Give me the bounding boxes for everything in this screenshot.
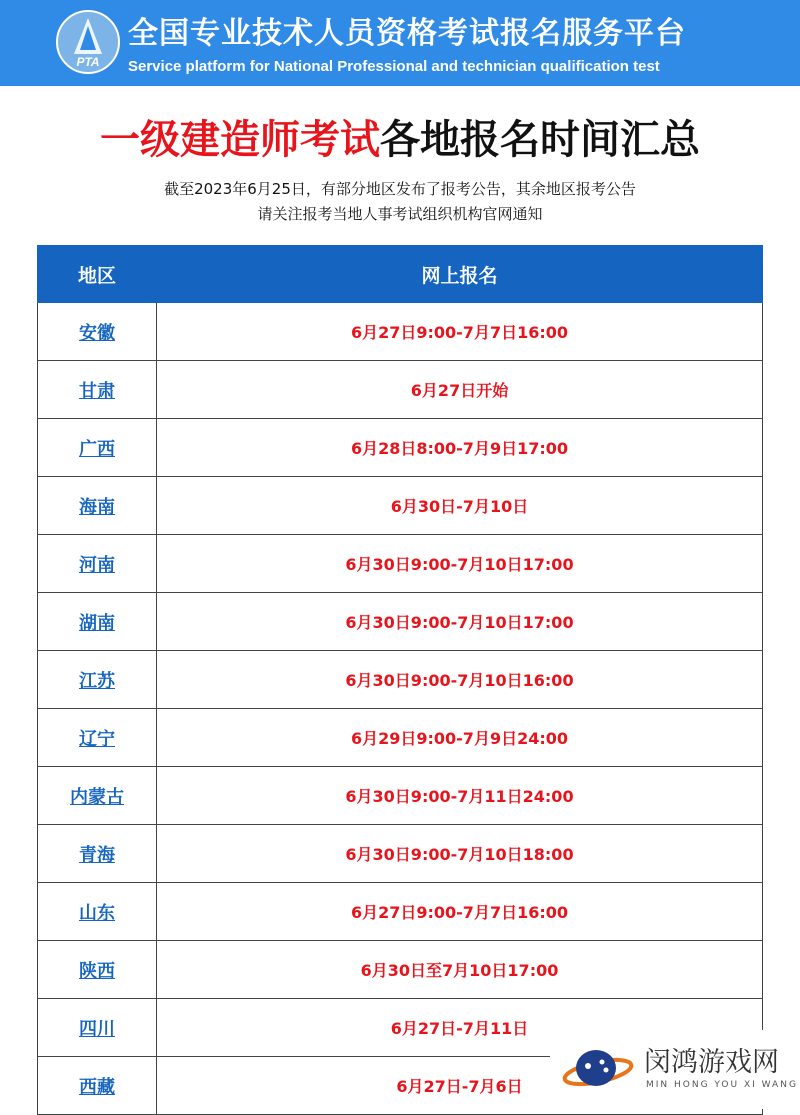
watermark <box>550 1030 800 1109</box>
table-row <box>38 941 763 999</box>
region-cell <box>38 1057 157 1115</box>
region-cell <box>38 825 157 883</box>
region-cell <box>38 593 157 651</box>
table-row <box>38 767 763 825</box>
registration-period-cell <box>157 825 763 883</box>
registration-period: 6月30日9:00-7月11日24:00 <box>345 787 574 806</box>
region-cell <box>38 709 157 767</box>
region-link[interactable]: 青海 <box>79 844 115 866</box>
table-row <box>38 651 763 709</box>
table-header-row <box>38 246 763 303</box>
registration-period: 6月30日9:00-7月10日16:00 <box>345 671 574 690</box>
registration-period: 6月27日9:00-7月7日16:00 <box>350 323 569 342</box>
table-row <box>38 593 763 651</box>
region-link[interactable]: 山东 <box>79 902 115 924</box>
region-link[interactable]: 广西 <box>79 438 115 460</box>
registration-period-cell <box>157 419 763 477</box>
registration-period-cell <box>157 767 763 825</box>
notice-line-1: 截至2023年6月25日，有部分地区发布了报考公告，其余地区报考公告 <box>164 180 636 198</box>
region-link[interactable]: 河南 <box>79 554 115 576</box>
region-cell <box>38 651 157 709</box>
gamepad-logo-icon <box>562 1042 634 1094</box>
header-banner <box>0 0 800 86</box>
registration-period-cell <box>157 535 763 593</box>
registration-period: 6月30日9:00-7月10日18:00 <box>345 845 574 864</box>
title-rest: 各地报名时间汇总 <box>380 117 700 163</box>
registration-period: 6月30日-7月10日 <box>390 497 529 516</box>
registration-period: 6月30日9:00-7月10日17:00 <box>345 555 574 574</box>
registration-period-cell <box>157 361 763 419</box>
page-title <box>0 108 800 165</box>
table-row <box>38 419 763 477</box>
registration-period: 6月28日8:00-7月9日17:00 <box>350 439 569 458</box>
region-cell <box>38 361 157 419</box>
registration-period-cell <box>157 651 763 709</box>
registration-period: 6月27日开始 <box>410 381 509 400</box>
logo-text: PTA <box>76 55 100 69</box>
registration-period: 6月29日9:00-7月9日24:00 <box>350 729 569 748</box>
notice-line-2: 请关注报考当地人事考试组织机构官网通知 <box>257 205 543 223</box>
region-link[interactable]: 内蒙古 <box>70 786 124 808</box>
registration-period-cell <box>157 883 763 941</box>
region-link[interactable]: 安徽 <box>79 322 115 344</box>
region-link[interactable]: 湖南 <box>79 612 115 634</box>
table-row <box>38 303 763 361</box>
table-row <box>38 361 763 419</box>
title-highlight: 一级建造师考试 <box>100 117 380 163</box>
region-link[interactable]: 四川 <box>79 1018 115 1040</box>
registration-period: 6月27日-7月11日 <box>390 1019 529 1038</box>
region-cell <box>38 999 157 1057</box>
platform-title: 全国专业技术人员资格考试报名服务平台 <box>128 16 686 51</box>
pta-logo-icon <box>56 10 120 74</box>
platform-subtitle: Service platform for National Professional and technician qualification test <box>128 58 660 75</box>
column-header-registration: 网上报名 <box>157 246 763 303</box>
table-row <box>38 709 763 767</box>
region-cell <box>38 535 157 593</box>
region-cell <box>38 477 157 535</box>
region-cell <box>38 941 157 999</box>
region-link[interactable]: 西藏 <box>79 1076 115 1098</box>
region-cell <box>38 303 157 361</box>
table-row <box>38 477 763 535</box>
table-row <box>38 883 763 941</box>
registration-period-cell <box>157 477 763 535</box>
region-cell <box>38 883 157 941</box>
registration-period: 6月30日9:00-7月10日17:00 <box>345 613 574 632</box>
region-link[interactable]: 陕西 <box>79 960 115 982</box>
registration-period-cell <box>157 941 763 999</box>
registration-period: 6月27日-7月6日 <box>396 1077 523 1096</box>
region-link[interactable]: 江苏 <box>79 670 115 692</box>
registration-period-cell <box>157 709 763 767</box>
region-cell <box>38 419 157 477</box>
region-link[interactable]: 甘肃 <box>79 380 115 402</box>
column-header-region: 地区 <box>38 246 157 303</box>
registration-period-cell <box>157 303 763 361</box>
watermark-name: 闵鸿游戏网 <box>644 1047 779 1078</box>
registration-period: 6月30日至7月10日17:00 <box>360 961 559 980</box>
region-link[interactable]: 海南 <box>79 496 115 518</box>
watermark-pinyin: MIN HONG YOU XI WANG <box>646 1080 798 1090</box>
registration-table <box>37 245 763 1115</box>
registration-period: 6月27日9:00-7月7日16:00 <box>350 903 569 922</box>
registration-period-cell <box>157 593 763 651</box>
region-link[interactable]: 辽宁 <box>79 728 115 750</box>
table-row <box>38 825 763 883</box>
table-row <box>38 535 763 593</box>
region-cell <box>38 767 157 825</box>
